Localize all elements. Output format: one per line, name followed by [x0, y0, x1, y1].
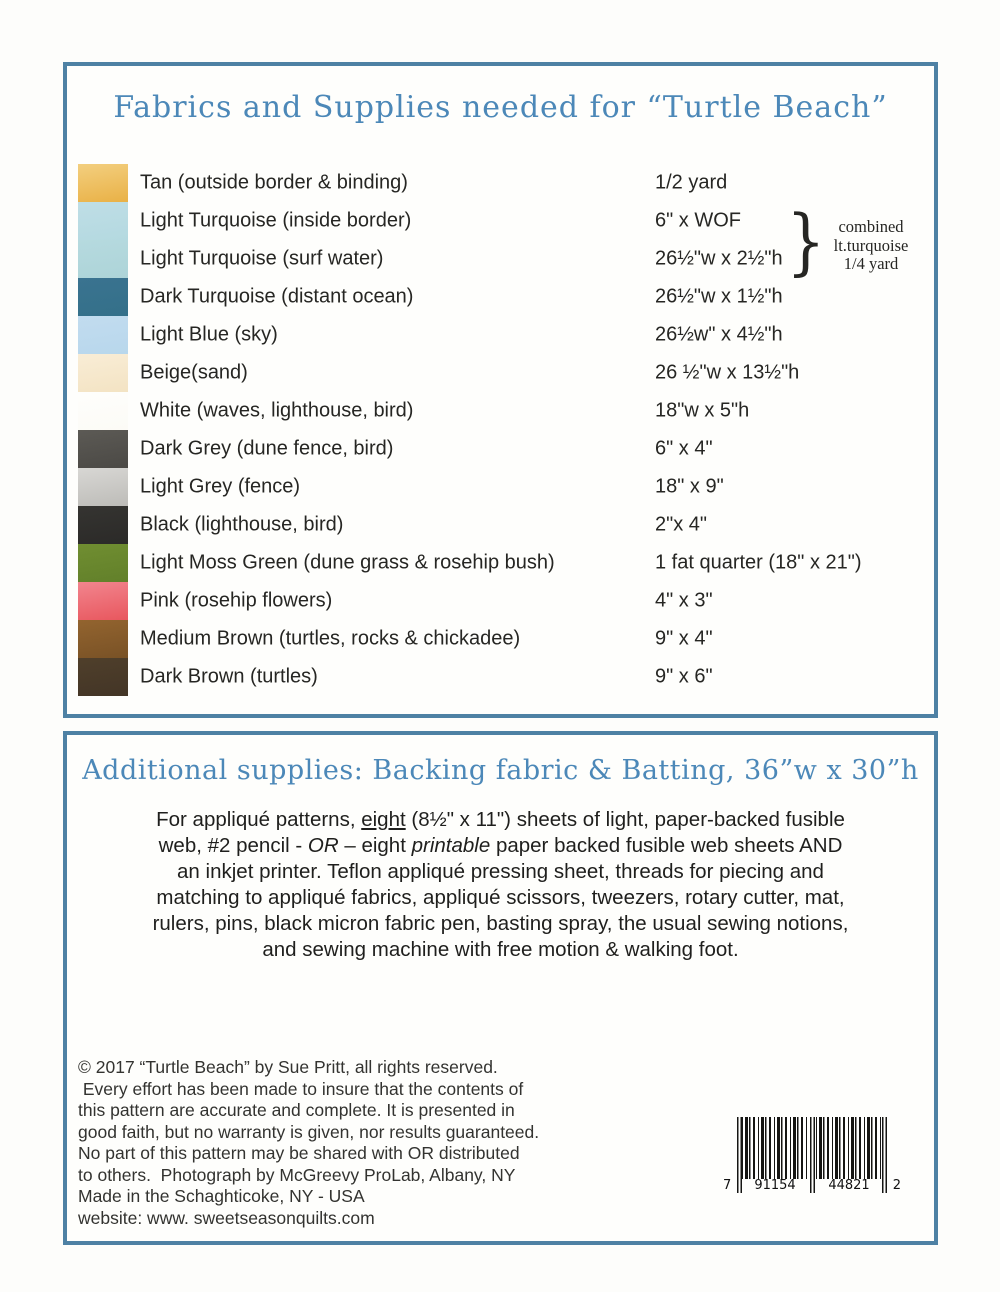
supplies-text: eight	[361, 808, 406, 831]
fabric-name: Light Grey (fence)	[140, 475, 301, 498]
fabrics-title: Fabrics and Supplies needed for “Turtle Beach”	[113, 90, 888, 125]
fabric-name: Beige(sand)	[140, 361, 248, 384]
supplies-text: matching to appliqué fabrics, appliqué scissors, tweezers, rotary cutter, mat,	[156, 886, 845, 909]
barcode-guard-right	[882, 1117, 887, 1193]
fabric-swatch	[78, 468, 128, 506]
fabric-swatch	[78, 316, 128, 354]
supplies-text: and sewing machine with free motion & walking foot.	[262, 938, 739, 961]
supplies-text: web, #2 pencil -	[158, 834, 308, 857]
fabric-swatch	[78, 506, 128, 544]
copyright-block	[78, 1057, 539, 1229]
barcode-bars-right	[816, 1117, 882, 1179]
supplies-line	[67, 859, 934, 885]
fabric-name: Tan (outside border & binding)	[140, 171, 408, 194]
combined-note-line: lt.turquoise	[833, 235, 909, 255]
fabric-row	[67, 582, 934, 620]
copyright-line: Every effort has been made to insure that the contents of	[78, 1078, 524, 1099]
fabric-name: Pink (rosehip flowers)	[140, 589, 333, 612]
fabric-amount: 9" x 4"	[655, 627, 713, 650]
fabric-swatch	[78, 354, 128, 392]
fabric-row	[67, 506, 934, 544]
fabric-amount: 1/2 yard	[655, 171, 728, 194]
fabrics-panel	[63, 62, 938, 718]
supplies-line	[67, 807, 934, 833]
barcode-digit: 91154	[754, 1178, 796, 1193]
combined-note-line: combined	[838, 217, 904, 236]
fabric-amount: 6" x 4"	[655, 437, 713, 460]
barcode	[723, 1117, 901, 1209]
fabric-swatch	[78, 620, 128, 658]
fabric-amount: 18"w x 5"h	[655, 399, 750, 422]
fabric-amount: 26½w" x 4½"h	[655, 323, 783, 346]
supplies-text: paper backed fusible web sheets AND	[490, 834, 843, 857]
copyright-line: Made in the Schaghticoke, NY - USA	[78, 1186, 365, 1206]
fabric-row	[67, 620, 934, 658]
copyright-line: No part of this pattern may be shared with OR distributed	[78, 1143, 520, 1163]
supplies-text: printable	[411, 834, 491, 857]
fabric-name: Dark Brown (turtles)	[140, 665, 318, 688]
combined-note-line: 1/4 yard	[843, 254, 899, 273]
fabric-name: Medium Brown (turtles, rocks & chickadee)	[140, 627, 521, 650]
fabric-amount: 6" x WOF	[655, 209, 741, 232]
fabric-swatch	[78, 164, 128, 202]
fabric-row	[67, 544, 934, 582]
fabric-row	[67, 468, 934, 506]
fabric-name: Light Turquoise (surf water)	[140, 247, 384, 270]
copyright-line: to others. Photograph by McGreevy ProLab, Albany, NY	[78, 1164, 516, 1185]
supplies-text: For appliqué patterns,	[156, 808, 362, 831]
supplies-line	[67, 911, 934, 937]
copyright-line: good faith, but no warranty is given, nor results guaranteed.	[78, 1121, 540, 1142]
supplies-panel	[63, 731, 938, 1245]
combined-bracket-brace: }	[786, 199, 826, 283]
fabric-amount: 26½"w x 2½"h	[655, 247, 783, 270]
fabric-amount: 26½"w x 1½"h	[655, 285, 783, 308]
supplies-text: (8½" x 11") sheets of light, paper-backed fusible	[405, 808, 845, 831]
barcode-digit: 7	[723, 1178, 732, 1193]
fabric-name: Light Turquoise (inside border)	[140, 209, 412, 232]
fabric-swatch	[78, 582, 128, 620]
supplies-text: OR	[307, 834, 339, 857]
fabric-amount: 4" x 3"	[655, 589, 713, 612]
supplies-text: an inkjet printer. Teflon appliqué pressing sheet, threads for piecing and	[177, 860, 824, 883]
barcode-guard-middle	[810, 1117, 815, 1193]
fabric-name: Black (lighthouse, bird)	[140, 513, 344, 536]
copyright-line: website: www. sweetseasonquilts.com	[78, 1207, 375, 1228]
barcode-bars-left	[742, 1117, 808, 1179]
fabric-row	[67, 316, 934, 354]
supplies-heading: Additional supplies: Backing fabric & Batting, 36”w x 30”h	[82, 755, 919, 786]
supplies-paragraph	[67, 807, 934, 963]
fabric-amount: 26 ½"w x 13½"h	[655, 361, 800, 384]
copyright-line: © 2017 “Turtle Beach” by Sue Pritt, all rights reserved.	[78, 1057, 498, 1077]
fabric-amount: 2"x 4"	[655, 513, 708, 536]
barcode-digit: 2	[892, 1178, 901, 1193]
combined-turquoise-note	[814, 218, 928, 274]
fabric-swatch	[78, 202, 128, 240]
supplies-line	[67, 885, 934, 911]
fabric-amount: 18" x 9"	[655, 475, 724, 498]
fabric-name: White (waves, lighthouse, bird)	[140, 399, 414, 422]
barcode-digit: 44821	[828, 1178, 870, 1193]
fabric-swatch	[78, 430, 128, 468]
fabric-row	[67, 658, 934, 696]
fabric-row	[67, 430, 934, 468]
fabric-row	[67, 392, 934, 430]
fabric-swatch	[78, 392, 128, 430]
fabric-name: Light Blue (sky)	[140, 323, 278, 346]
fabric-name: Dark Grey (dune fence, bird)	[140, 437, 394, 460]
fabric-row	[67, 354, 934, 392]
fabric-swatch	[78, 658, 128, 696]
fabric-swatch	[78, 544, 128, 582]
supplies-line	[67, 937, 934, 963]
fabric-row	[67, 164, 934, 202]
fabric-name: Dark Turquoise (distant ocean)	[140, 285, 414, 308]
copyright-line: this pattern are accurate and complete. It is presented in	[78, 1100, 515, 1120]
fabric-swatch	[78, 278, 128, 316]
supplies-text: rulers, pins, black micron fabric pen, basting spray, the usual sewing notions,	[152, 912, 849, 935]
fabric-row	[67, 278, 934, 316]
fabric-swatch	[78, 240, 128, 278]
fabric-name: Light Moss Green (dune grass & rosehip bush)	[140, 551, 555, 574]
fabric-amount: 9" x 6"	[655, 665, 713, 688]
fabric-amount: 1 fat quarter (18" x 21")	[655, 551, 862, 574]
supplies-line	[67, 833, 934, 859]
supplies-text: – eight	[338, 834, 412, 857]
